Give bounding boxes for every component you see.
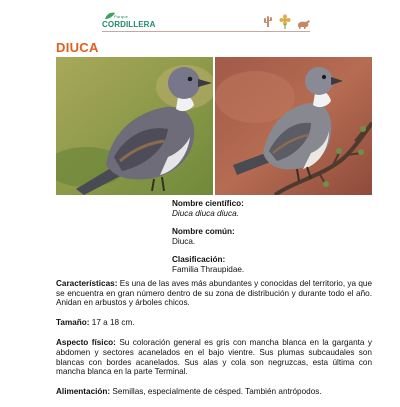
animal-icon xyxy=(296,18,312,30)
bird-photo-left xyxy=(56,57,213,195)
scientific-name-label: Nombre científico: xyxy=(172,199,244,208)
flower-icon xyxy=(277,14,293,30)
species-title: DIUCA xyxy=(56,40,99,55)
logo-subtitle: Parque xyxy=(114,14,129,19)
section-text: Semillas, especialmente de césped. También antrópodos. xyxy=(112,387,322,397)
section-text: 17 a 18 cm. xyxy=(91,318,135,328)
section-characteristics xyxy=(56,279,372,308)
section-label: Características: xyxy=(56,279,118,288)
classification-label: Clasificación: xyxy=(172,255,226,265)
cactus-icon xyxy=(262,14,274,28)
park-logo xyxy=(102,14,156,32)
section-text: Su coloración general es gris con mancha blanca en la garganta y abdomen y sectores acanelados en el bajo vientre. Sus plumas subcaudales son blancas con bordes acanelados. Sus alas y cola son negruzcas, esta última con mancha blanca en la parte Terminal. xyxy=(56,338,372,377)
page-header xyxy=(0,0,400,36)
section-label: Tamaño: xyxy=(56,318,90,328)
common-name-label: Nombre común: xyxy=(172,227,235,237)
section-appearance xyxy=(56,338,372,376)
species-description xyxy=(56,279,372,407)
section-text: Es una de las aves más abundantes y conocidas del territorio, ya que se encuentra en gran número dentro de su zona de distribución y durante todo el año. Anidan en arbustos y árboles chicos. xyxy=(56,279,372,308)
section-label: Aspecto físico: xyxy=(56,338,116,348)
section-size xyxy=(56,318,372,328)
common-name-value: Diuca. xyxy=(172,236,196,246)
bird-photo-right xyxy=(215,57,372,195)
header-divider xyxy=(102,31,310,32)
species-names xyxy=(172,199,372,275)
section-diet xyxy=(56,387,372,397)
logo-name: CORDILLERA xyxy=(102,20,156,29)
classification-value: Familia Thraupidae. xyxy=(172,264,245,274)
section-label: Alimentación: xyxy=(56,387,111,397)
scientific-name-value: Diuca diuca diuca. xyxy=(172,208,239,218)
